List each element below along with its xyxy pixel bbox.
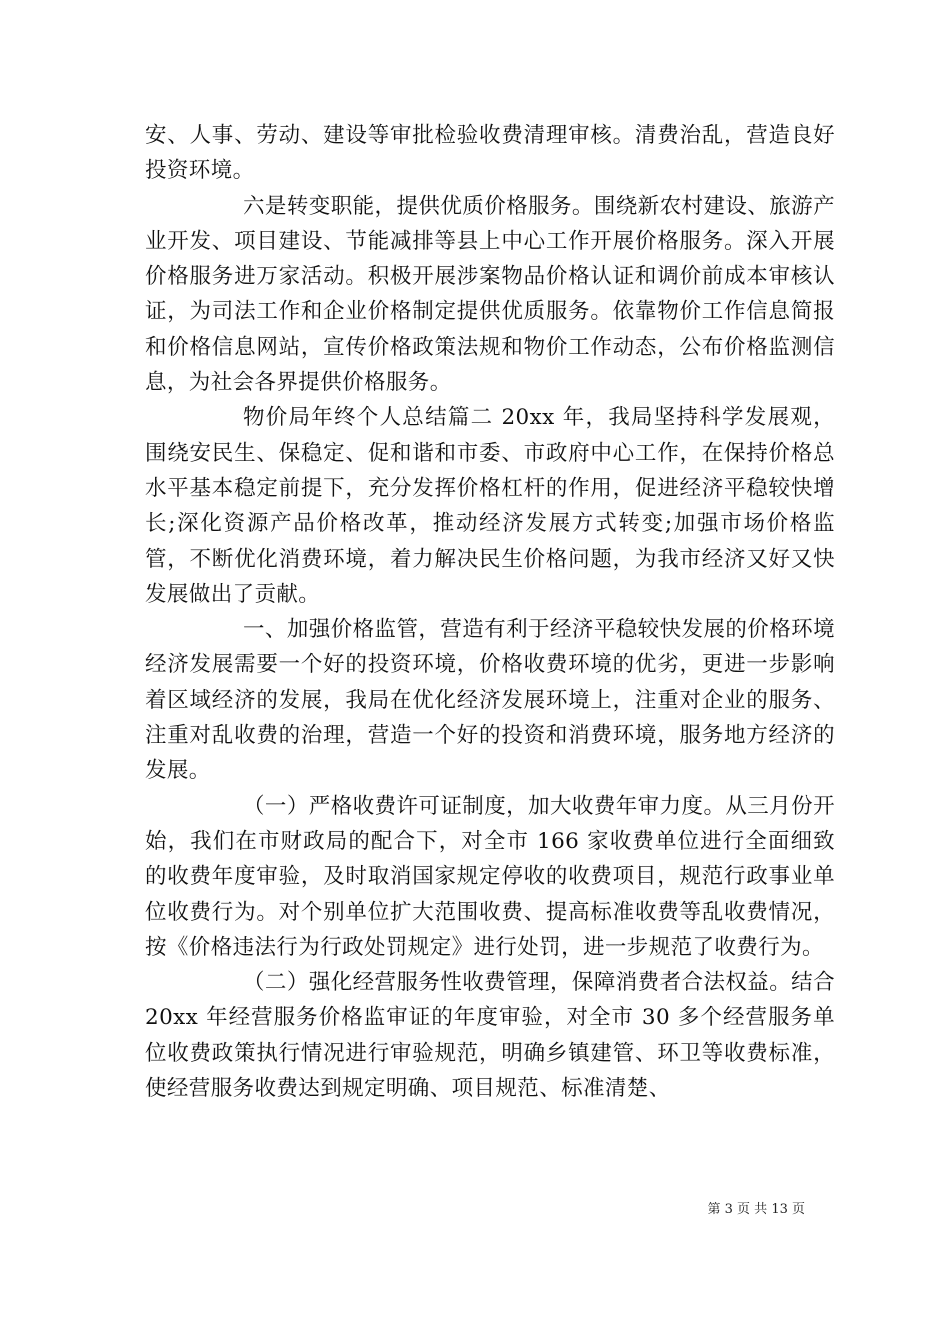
paragraph-fee-license: （一）严格收费许可证制度，加大收费年审力度。从三月份开始，我们在市财政局的配合下，对全市 166 家收费单位进行全面细致的收费年度审验，及时取消国家规定停收的收费项目，规范行政事业单位收费行为。对个别单位扩大范围收费、提高标准收费等乱收费情况，按《价格违法行为行政处罚规定》进行处罚，进一步规范了收费行为。 [145, 793, 835, 960]
paragraph-service-fee-management: （二）强化经营服务性收费管理，保障消费者合法权益。结合 20xx 年经营服务价格监审证的年度审验，对全市 30 多个经营服务单位收费政策执行情况进行审验规范，明确乡镇建管、环卫等收费标准，使经营服务收费达到规定明确、项目规范、标准清楚、 [145, 970, 835, 1102]
paragraph-price-supervision: 一、加强价格监管，营造有利于经济平稳较快发展的价格环境经济发展需要一个好的投资环境，价格收费环境的优劣，更进一步影响着区域经济的发展，我局在优化经济发展环境上，注重对企业的服务、注重对乱收费的治理，营造一个好的投资和消费环境，服务地方经济的发展。 [145, 617, 835, 784]
paragraph-continuation: 安、人事、劳动、建设等审批检验收费清理审核。清费治乱，营造良好投资环境。 [145, 123, 835, 184]
paragraph-summary-part-two: 物价局年终个人总结篇二 20xx 年，我局坚持科学发展观，围绕安民生、保稳定、促和谐和市委、市政府中心工作，在保持价格总水平基本稳定前提下，充分发挥价格杠杆的作用，促进经济平稳较快增长;深化资源产品价格改革，推动经济发展方式转变;加强市场价格监管，不断优化消费环境，着力解决民生价格问题，为我市经济又好又快发展做出了贡献。 [145, 405, 835, 607]
page-number: 第 3 页 共 13 页 [707, 1202, 805, 1217]
paragraph-price-service: 六是转变职能，提供优质价格服务。围绕新农村建设、旅游产业开发、项目建设、节能减排等县上中心工作开展价格服务。深入开展价格服务进万家活动。积极开展涉案物品价格认证和调价前成本审核认证，为司法工作和企业价格制定提供优质服务。依靠物价工作信息简报和价格信息网站，宣传价格政策法规和物价工作动态，公布价格监测信息，为社会各界提供价格服务。 [145, 193, 835, 396]
document-body [145, 118, 835, 1106]
